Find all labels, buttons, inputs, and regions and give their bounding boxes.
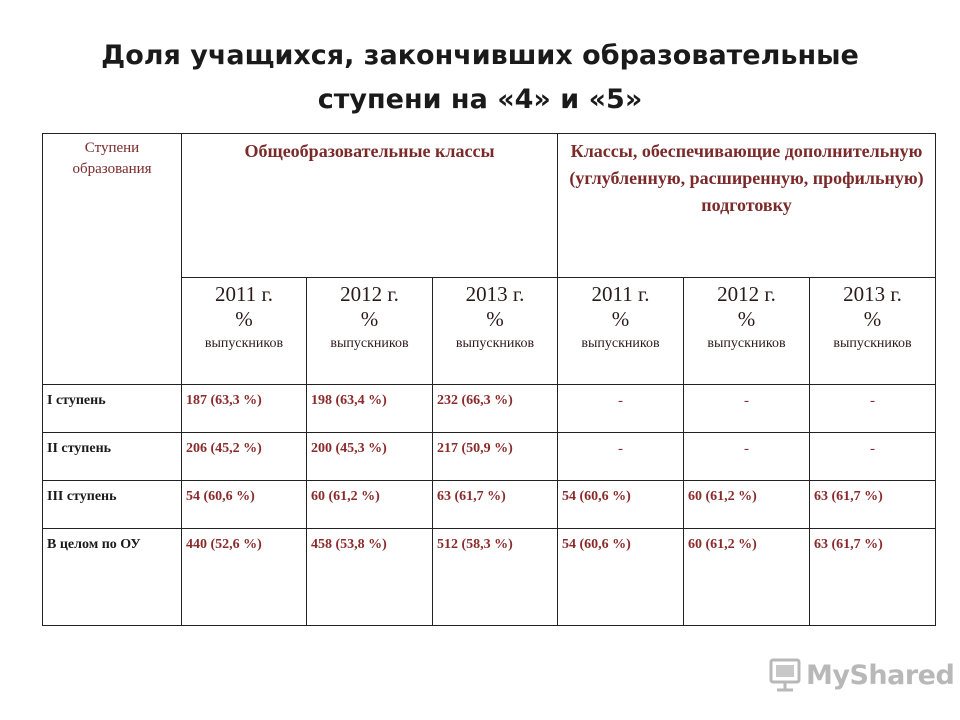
- table-cell: 60 (61,2 %): [307, 481, 433, 529]
- year-label: 2011 г.: [215, 282, 273, 306]
- year-label: 2012 г.: [340, 282, 399, 306]
- table-cell: -: [558, 433, 684, 481]
- header-row-groups: [43, 134, 936, 278]
- table-cell: 63 (61,7 %): [433, 481, 558, 529]
- table-cell: 63 (61,7 %): [810, 481, 936, 529]
- table-cell: 60 (61,2 %): [684, 481, 810, 529]
- year-header: [182, 278, 307, 385]
- myshared-watermark: [768, 655, 954, 695]
- grades-table: [42, 133, 936, 626]
- table-cell: -: [684, 385, 810, 433]
- table-cell: -: [810, 433, 936, 481]
- graduates-label: выпускников: [833, 336, 912, 351]
- table-cell: 54 (60,6 %): [558, 481, 684, 529]
- table-cell: 54 (60,6 %): [558, 529, 684, 626]
- percent-sign: %: [863, 307, 882, 331]
- year-label: 2013 г.: [465, 282, 525, 306]
- table-cell: -: [810, 385, 936, 433]
- year-header: [307, 278, 433, 385]
- percent-sign: %: [235, 307, 253, 331]
- year-header: [684, 278, 810, 385]
- year-label: 2013 г.: [843, 282, 902, 306]
- row-label: II ступень: [43, 433, 182, 481]
- table-cell: 200 (45,3 %): [307, 433, 433, 481]
- percent-sign: %: [360, 307, 379, 331]
- slide-title-line-1: Доля учащихся, закончивших образовательные: [101, 40, 859, 71]
- row-label: В целом по ОУ: [43, 529, 182, 626]
- table-cell: 232 (66,3 %): [433, 385, 558, 433]
- table-cell: 60 (61,2 %): [684, 529, 810, 626]
- graduates-label: выпускников: [330, 336, 409, 351]
- graduates-label: выпускников: [581, 336, 660, 351]
- table-cell: 512 (58,3 %): [433, 529, 558, 626]
- slide-title: [0, 34, 960, 122]
- watermark-text: MyShared: [806, 659, 955, 691]
- stage-column-header: Ступени образования: [43, 134, 182, 385]
- year-label: 2012 г.: [717, 282, 776, 306]
- year-header: [433, 278, 558, 385]
- graduates-label: выпускников: [204, 336, 284, 351]
- graduates-label: выпускников: [455, 336, 535, 351]
- general-classes-header: Общеобразовательные классы: [182, 134, 558, 278]
- presentation-board-icon: [768, 658, 802, 692]
- table-row: [43, 481, 936, 529]
- advanced-classes-header: Классы, обеспечивающие дополнительную (углубленную, расширенную, профильную) подготовку: [558, 134, 936, 278]
- table-cell: 198 (63,4 %): [307, 385, 433, 433]
- table-cell: 54 (60,6 %): [182, 481, 307, 529]
- slide-title-line-2: ступени на «4» и «5»: [317, 84, 643, 115]
- table-row: [43, 385, 936, 433]
- table-cell: 440 (52,6 %): [182, 529, 307, 626]
- year-header: [558, 278, 684, 385]
- row-label: I ступень: [43, 385, 182, 433]
- table-row: [43, 529, 936, 626]
- year-header: [810, 278, 936, 385]
- table-cell: 187 (63,3 %): [182, 385, 307, 433]
- table-cell: 217 (50,9 %): [433, 433, 558, 481]
- table-row: [43, 433, 936, 481]
- percent-sign: %: [611, 307, 630, 331]
- table-cell: -: [684, 433, 810, 481]
- table-cell: 63 (61,7 %): [810, 529, 936, 626]
- year-label: 2011 г.: [591, 282, 650, 306]
- percent-sign: %: [486, 307, 504, 331]
- row-label: III ступень: [43, 481, 182, 529]
- table-cell: 458 (53,8 %): [307, 529, 433, 626]
- graduates-label: выпускников: [707, 336, 786, 351]
- percent-sign: %: [737, 307, 756, 331]
- table-cell: 206 (45,2 %): [182, 433, 307, 481]
- table-cell: -: [558, 385, 684, 433]
